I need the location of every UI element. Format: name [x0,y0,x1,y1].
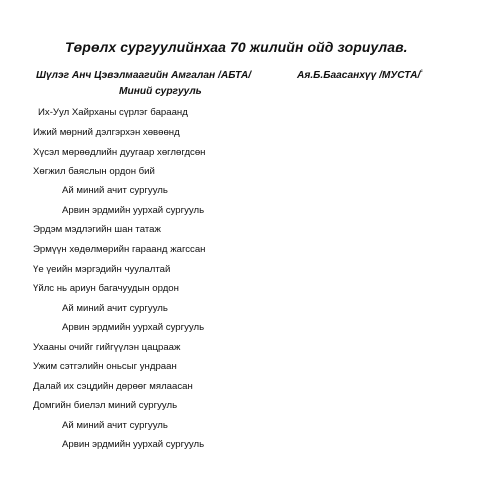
poem-line: Ухааны очийг гийгүүлэн цацрааж [33,342,181,353]
poem-line: Хөгжил баяслын ордон бий [33,166,155,177]
composer-credit: Ая.Б.Баасанхүү /МУСТА/ [297,70,421,81]
poem-line: Ужим сэтгэлийн оньсыг ундраан [33,361,177,372]
poem-refrain-line: Ай миний ачит сургууль [62,185,168,196]
poem-line: Үе үеийн мэргэдийн чуулалтай [33,264,171,275]
poem-title: Миний сургууль [119,86,202,97]
composer-credit-mark: ᶜ [420,69,423,76]
poem-line: Ижий мөрний дэлгэрхэн хөвөөнд [33,127,180,138]
poem-line: Их-Уул Хайрханы сүрлэг бараанд [38,107,188,118]
poem-line: Эрмүүн хөдөлмөрийн гараанд жагссан [33,244,206,255]
poem-line: Эрдэм мэдлэгийн шан татаж [33,224,161,235]
poem-refrain-line: Ай миний ачит сургууль [62,303,168,314]
poem-line: Далай их сэцдийн дөрөөг мялаасан [33,381,193,392]
poem-refrain-line: Арвин эрдмийн уурхай сургууль [62,205,205,216]
lyricist-credit: Шүлэг Анч Цэвэлмаагийн Амгалан /АБТА/ [36,70,252,81]
poem-refrain-line: Арвин эрдмийн уурхай сургууль [62,439,205,450]
document-title: Төрөлх сургуулийнхаа 70 жилийн ойд зориулав. [65,39,408,55]
poem-refrain-line: Ай миний ачит сургууль [62,420,168,431]
composer-credit-block [297,70,423,81]
poem-line: Үйлс нь ариун багачуудын ордон [33,283,179,294]
poem-line: Хүсэл мөрөөдлийн дуугаар хөглөгдсөн [33,147,206,158]
poem-line: Домгийн биелэл миний сургууль [33,400,178,411]
poem-refrain-line: Арвин эрдмийн уурхай сургууль [62,322,205,333]
